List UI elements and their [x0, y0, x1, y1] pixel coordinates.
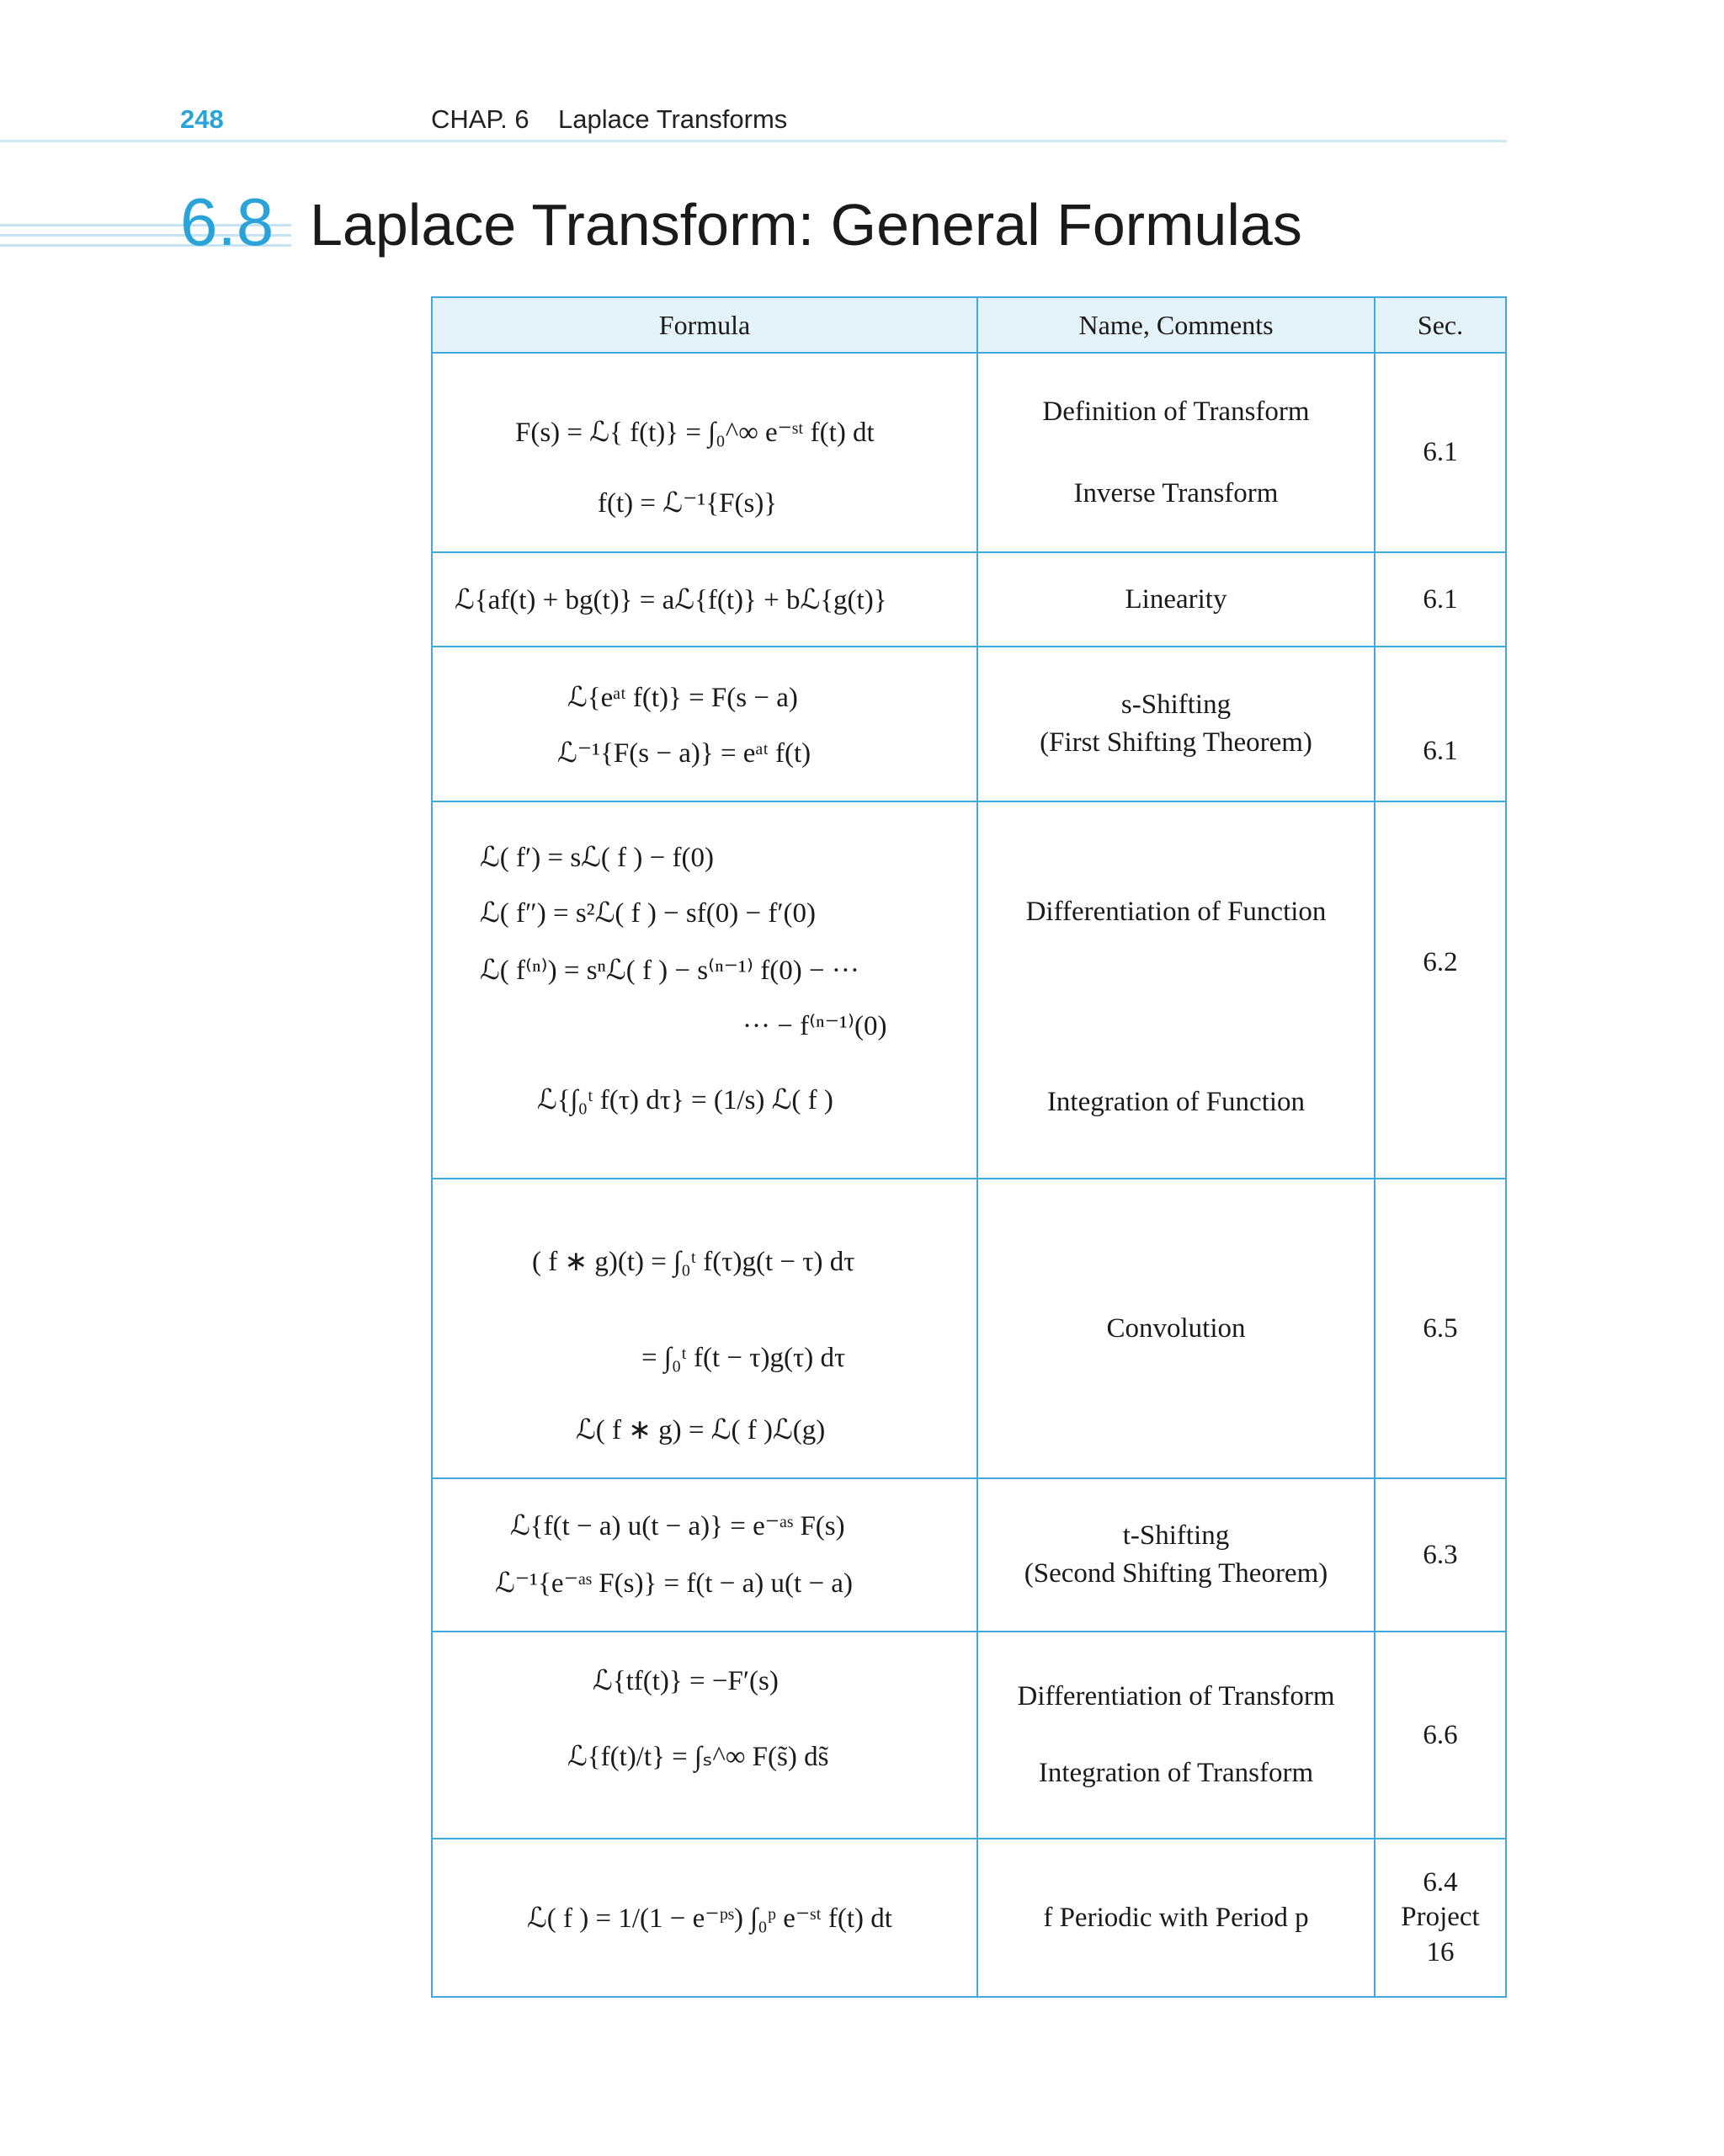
- sec-cell: 6.5: [1375, 1179, 1506, 1478]
- header-name: Name, Comments: [977, 297, 1375, 353]
- name-cell: [977, 801, 1375, 1179]
- chapter-heading: CHAP. 6 Laplace Transforms: [431, 104, 788, 134]
- formula-line: f(t) = ℒ⁻¹{F(s)}: [598, 488, 778, 519]
- table-row: [432, 1839, 1506, 1997]
- formula-line: ··· − f⁽ⁿ⁻¹⁾(0): [742, 1011, 887, 1041]
- formula-line: ℒ{tf(t)} = −F′(s): [593, 1666, 779, 1696]
- table-row: [432, 801, 1506, 1179]
- sec-cell: 6.1: [1375, 647, 1506, 801]
- formula-line: ℒ{af(t) + bg(t)} = aℒ{f(t)} + bℒ{g(t)}: [455, 585, 887, 615]
- sec-cell: 6.6: [1375, 1632, 1506, 1839]
- sec-cell: 6.1: [1375, 552, 1506, 647]
- formula-line: ℒ( f ∗ g) = ℒ( f )ℒ(g): [576, 1415, 826, 1445]
- formula-cell: [432, 552, 977, 647]
- formula-cell: [432, 1839, 977, 1997]
- header-sec: Sec.: [1375, 297, 1506, 353]
- formula-line: = ∫₀ᵗ f(t − τ)g(τ) dτ: [641, 1343, 846, 1373]
- sec-cell: 6.2: [1375, 801, 1506, 1179]
- name-text: s-Shifting: [1120, 689, 1232, 721]
- formula-cell: [432, 1478, 977, 1632]
- formula-cell: [432, 353, 977, 552]
- name-text: Inverse Transform: [1073, 477, 1279, 508]
- formula-line: ℒ{f(t − a) u(t − a)} = e⁻ᵃˢ F(s): [510, 1511, 845, 1541]
- name-text: Integration of Function: [1046, 1087, 1306, 1117]
- name-cell: [977, 1179, 1375, 1478]
- formula-table: [431, 296, 1507, 1998]
- table-row: [432, 1478, 1506, 1632]
- table-row: [432, 1632, 1506, 1839]
- section-title: Laplace Transform: General Formulas: [310, 192, 1302, 258]
- name-cell: [977, 1478, 1375, 1632]
- formula-line: ( f ∗ g)(t) = ∫₀ᵗ f(τ)g(t − τ) dτ: [532, 1247, 855, 1277]
- table-row: [432, 552, 1506, 647]
- name-text: Convolution: [1106, 1312, 1246, 1344]
- header-formula: Formula: [432, 297, 977, 353]
- name-text: Definition of Transform: [1042, 396, 1310, 427]
- name-text: Differentiation of Transform: [1017, 1681, 1335, 1712]
- name-cell: [977, 353, 1375, 552]
- name-text: (Second Shifting Theorem): [1024, 1558, 1328, 1589]
- formula-line: ℒ( f⁽ⁿ⁾) = sⁿℒ( f ) − s⁽ⁿ⁻¹⁾ f(0) − ···: [480, 956, 859, 986]
- name-cell: [977, 647, 1375, 801]
- formula-line: ℒ( f ) = 1/(1 − e⁻ᵖˢ) ∫₀ᵖ e⁻ˢᵗ f(t) dt: [527, 1903, 892, 1934]
- sec-cell: 6.4 Project 16: [1375, 1839, 1506, 1997]
- formula-line: ℒ⁻¹{F(s − a)} = eᵃᵗ f(t): [557, 738, 811, 769]
- formula-line: ℒ{eᵃᵗ f(t)} = F(s − a): [567, 683, 798, 713]
- formula-cell: [432, 1179, 977, 1478]
- formula-line: F(s) = ℒ{ f(t)} = ∫₀^∞ e⁻ˢᵗ f(t) dt: [515, 418, 875, 448]
- table-row: [432, 1179, 1506, 1478]
- page-number: 248: [180, 104, 224, 134]
- formula-cell: [432, 801, 977, 1179]
- sec-cell: 6.3: [1375, 1478, 1506, 1632]
- header-rule: [0, 140, 1507, 142]
- name-cell: [977, 552, 1375, 647]
- formula-cell: [432, 1632, 977, 1839]
- formula-line: ℒ( f″) = s²ℒ( f ) − sf(0) − f′(0): [480, 898, 817, 929]
- name-text: t-Shifting: [1122, 1520, 1230, 1552]
- name-text: (First Shifting Theorem): [1040, 727, 1312, 758]
- table-row: [432, 647, 1506, 801]
- formula-line: ℒ( f′) = sℒ( f ) − f(0): [480, 843, 714, 873]
- formula-line: ℒ{∫₀ᵗ f(τ) dτ} = (1/s) ℒ( f ): [537, 1085, 833, 1115]
- section-number: 6.8: [180, 184, 274, 259]
- name-cell: [977, 1839, 1375, 1997]
- name-cell: [977, 1632, 1375, 1839]
- table-row: [432, 353, 1506, 552]
- formula-cell: [432, 647, 977, 801]
- name-text: Linearity: [1125, 583, 1227, 615]
- formula-line: ℒ⁻¹{e⁻ᵃˢ F(s)} = f(t − a) u(t − a): [495, 1568, 853, 1599]
- table-header-row: [432, 297, 1506, 353]
- sec-cell: 6.1: [1375, 353, 1506, 552]
- name-text: Differentiation of Function: [1025, 897, 1327, 927]
- name-text: Integration of Transform: [1038, 1758, 1314, 1788]
- formula-line: ℒ{f(t)/t} = ∫ₛ^∞ F(s̃) ds̃: [567, 1742, 829, 1772]
- name-text: f Periodic with Period p: [1043, 1902, 1309, 1933]
